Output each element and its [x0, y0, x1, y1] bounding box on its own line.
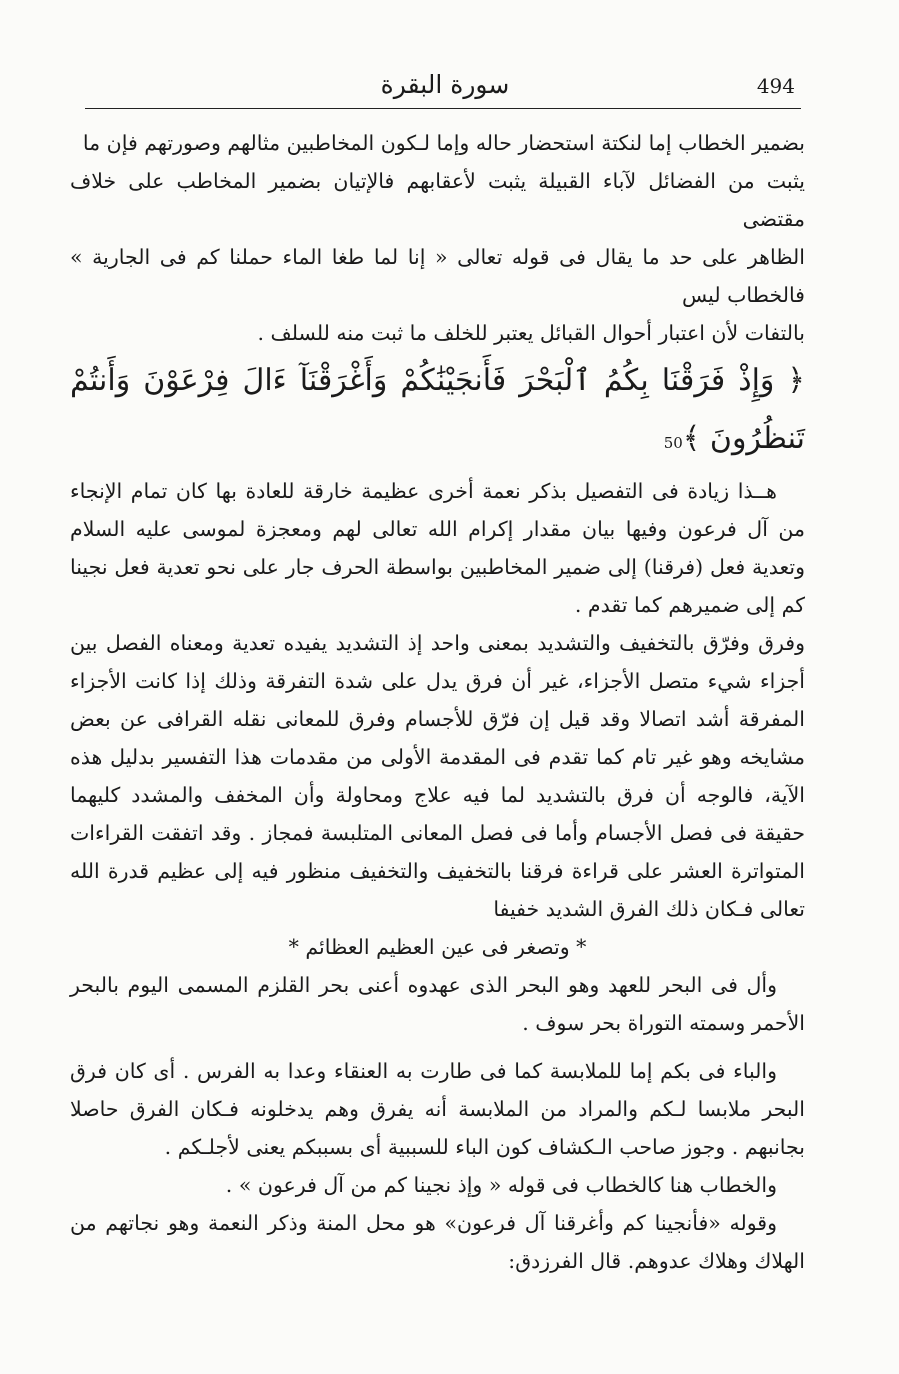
paragraph: وأل فى البحر للعهد وهو البحر الذى عهدوه أعنى بحر القلزم المسمى اليوم بالبحر الأحمر وسمته التوراة بحر سوف . [70, 973, 805, 1035]
text-line: بالتفات لأن اعتبار أحوال القبائل يعتبر للخلف ما ثبت منه للسلف . [257, 321, 805, 345]
text-line: بضمير الخطاب إما لنكتة استحضار حاله وإما لـكون المخاطبين مثالهم وصورتهم فإن ما [82, 131, 805, 155]
paragraph: وفرق وفرّق بالتخفيف والتشديد بمعنى واحد إذ التشديد يفيده تعدية ومعناه الفصل بين أجزاء شيء متصل الأجزاء، غير أن فرق يدل على شدة التفرقة وذلك إذا كانت الأجزاء المفرقة أشد اتصالا وقد قيل إن فرّق للأجسام وفرق للمعانى نقله القرافى عن بعض مشايخه وهو غير تام كما تقدم فى المقدمة الأولى من مقدمات هذا التفسير بدليل هذه الآية، فالوجه أن فرق بالتشديد لما فيه علاج ومحاولة وأن المخفف والمشدد كليهما حقيقة فى فصل الأجسام وأما فى فصل المعانى المتلبسة فمجاز . وقد اتفقت القراءات المتواترة العشر على قراءة فرقنا بالتخفيف والتخفيف منظور فيه إلى عظيم قدرة الله تعالى فـكان ذلك الفرق الشديد خفيفا [70, 631, 805, 921]
text-line: الظاهر على حد ما يقال فى قوله تعالى « إنا لما طغا الماء حملنا كم فى الجارية » فالخطاب ليس [70, 245, 805, 307]
page-number: 494 [756, 74, 795, 98]
verse-number: 50 [663, 434, 683, 452]
verse-text: ﴿ وَإِذْ فَرَقْنَا بِكُمُ ٱلْبَحْرَ فَأَنجَيْنَٰكُمْ وَأَغْرَقْنَآ ءَالَ فِرْعَوْنَ وَأَنتُمْ تَنظُرُونَ ﴾ [70, 363, 805, 456]
paragraph: هــذا زيادة فى التفصيل بذكر نعمة أخرى عظيمة خارقة للعادة بها كان تمام الإنجاء من آل فرعون وفيها بيان مقدار إكرام الله تعالى لهم ومعجزة لموسى عليه السلام وتعدية فعل (فرقنا) إلى ضمير المخاطبين بواسطة الحرف جار على نحو تعدية فعل نجينا كم إلى ضميرهم كما تقدم . [70, 479, 805, 617]
surah-title: سورة البقرة [380, 70, 510, 99]
text-line: يثبت من الفضائل لآباء القبيلة يثبت لأعقابهم فالإتيان بضمير المخاطب على خلاف مقتضى [70, 169, 805, 231]
page-body [70, 124, 805, 1280]
paragraph: والخطاب هنا كالخطاب فى قوله « وإذ نجينا كم من آل فرعون » . [225, 1173, 777, 1197]
page-header [85, 70, 795, 110]
quran-verse [70, 352, 805, 472]
poetry-line: * وتصغر فى عين العظيم العظائم * [288, 935, 587, 959]
paragraph: وقوله «فأنجينا كم وأغرقنا آل فرعون» هو محل المنة وذكر النعمة وهو نجاتهم من الهلاك وهلاك عدوهم. قال الفرزدق: [70, 1211, 805, 1273]
header-rule [85, 108, 801, 109]
paragraph: والباء فى بكم إما للملابسة كما فى طارت به العنقاء وعدا به الفرس . أى كان فرق البحر ملابسا لـكم والمراد من الملابسة أنه يفرق وهم يدخلونه فـكان الفرق حاصلا بجانبهم . وجوز صاحب الـكشاف كون الباء للسببية أى بسببكم يعنى لأجلـكم . [70, 1059, 805, 1159]
